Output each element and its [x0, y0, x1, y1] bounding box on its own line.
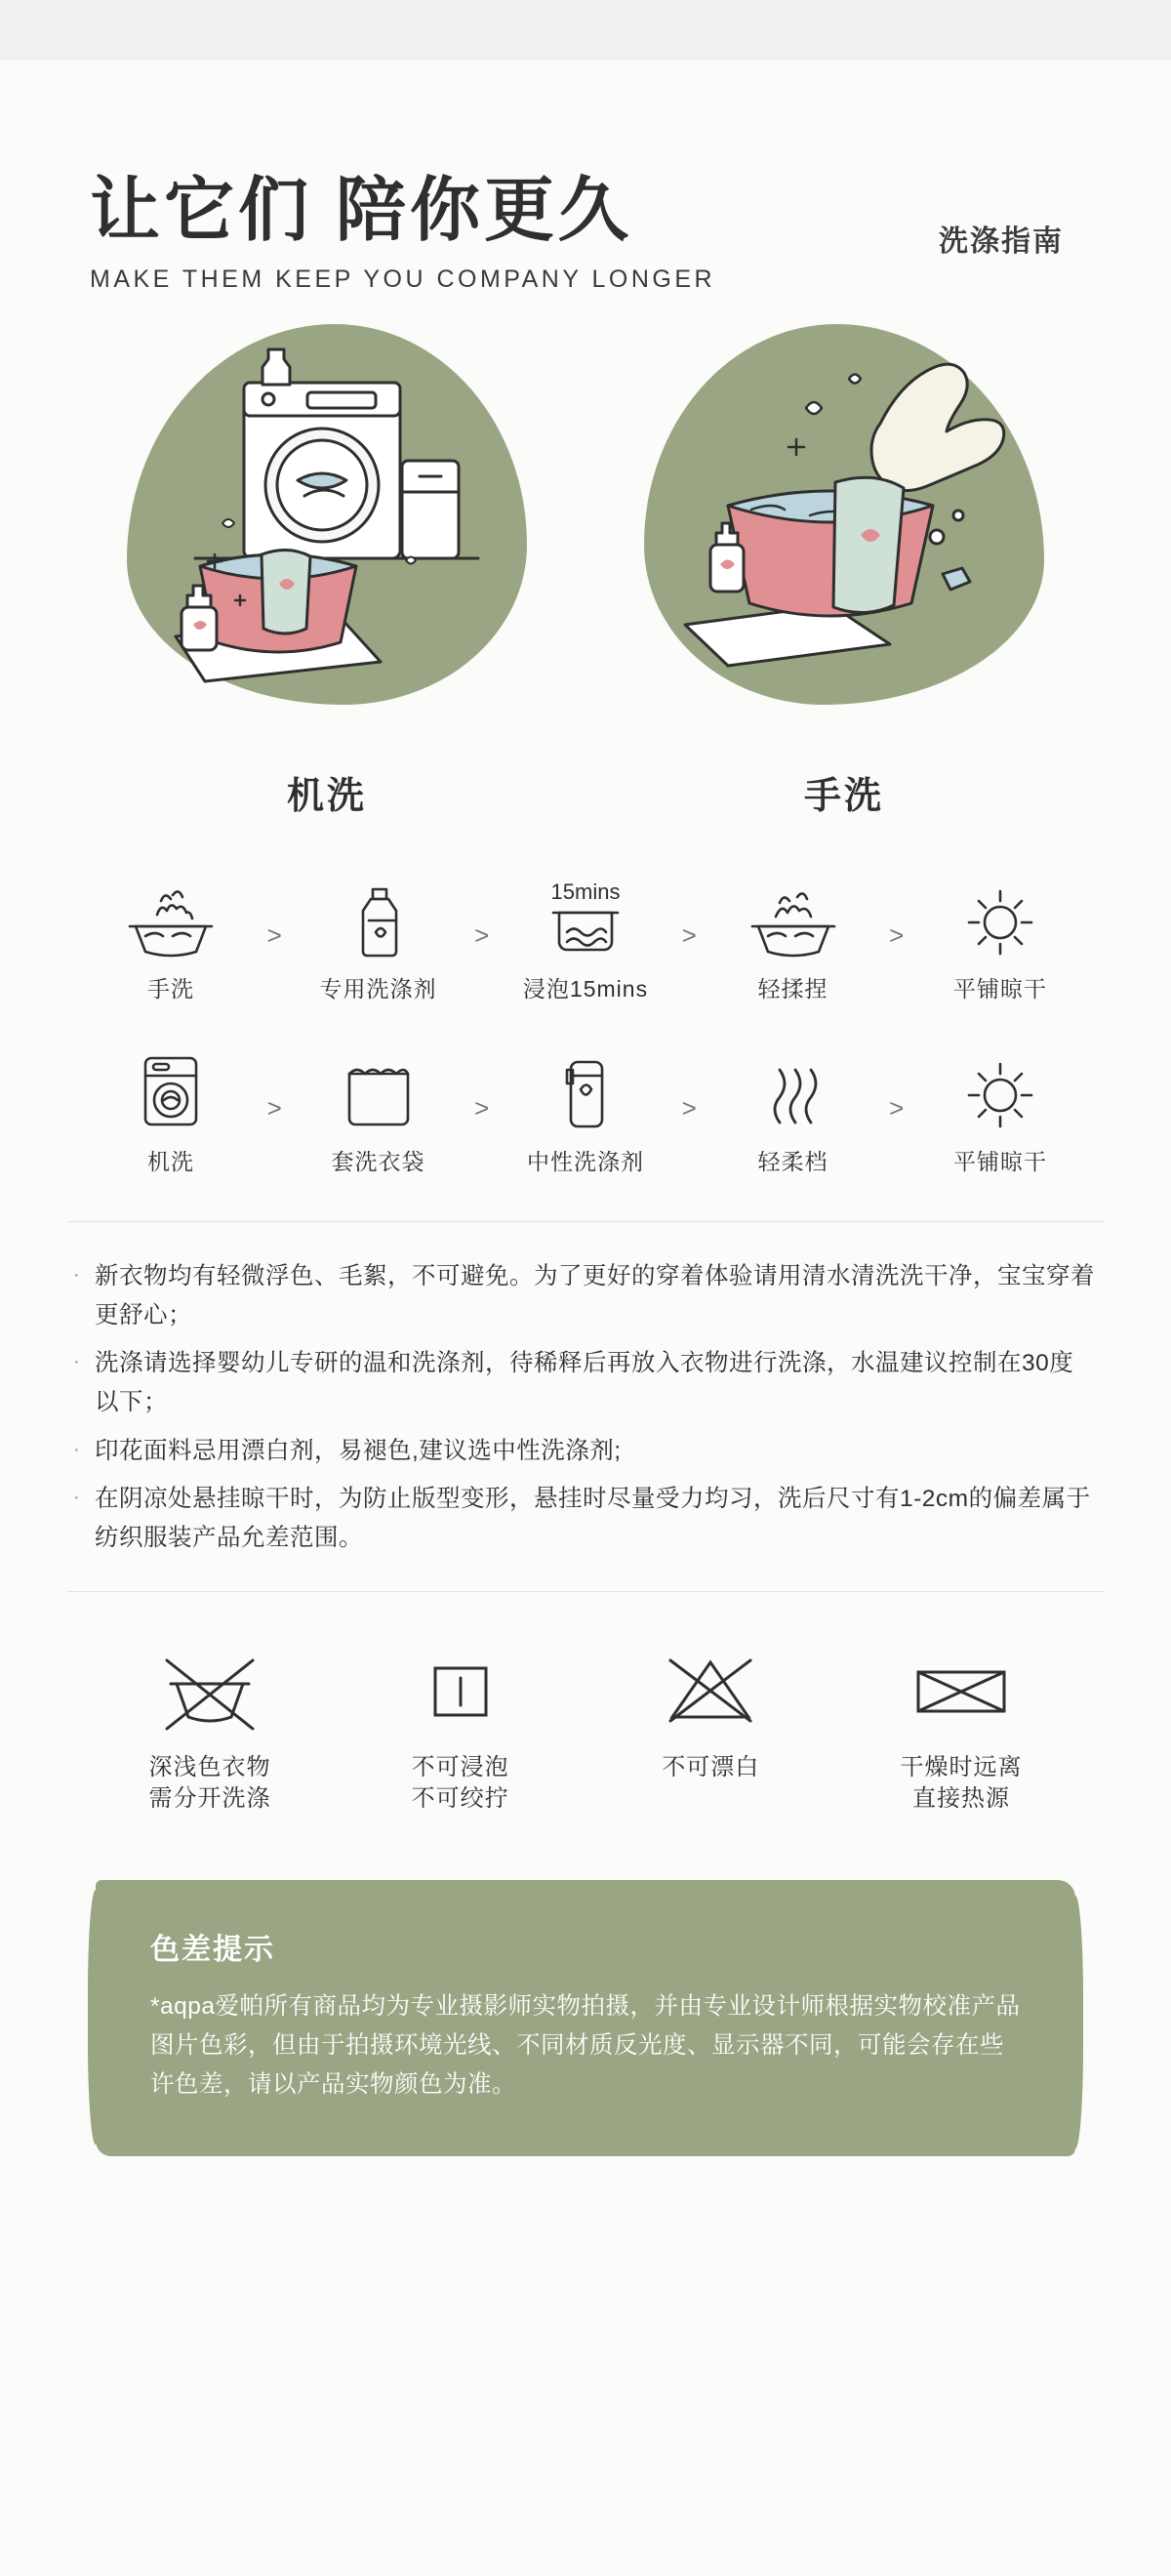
- hero-hand-wash: [615, 314, 1073, 819]
- step-arrow: >: [889, 1093, 905, 1123]
- symbol-caption-line1: 不可浸泡: [411, 1753, 509, 1780]
- note-bullet: ·: [73, 1438, 81, 1460]
- color-difference-notice: [96, 1880, 1075, 2156]
- symbol-caption: [598, 1752, 823, 1783]
- step-caption: 平铺晾干: [953, 1149, 1047, 1174]
- symbol-caption: [849, 1752, 1073, 1816]
- step-arrow: >: [681, 1093, 697, 1123]
- step-arrow: >: [474, 920, 490, 950]
- step-arrow: >: [889, 920, 905, 950]
- detergent-bottle-icon: [305, 876, 452, 960]
- note-item: [73, 1480, 1098, 1557]
- step-caption: 专用洗涤剂: [319, 976, 437, 1002]
- sun-dry-flat-icon: [927, 1048, 1073, 1132]
- care-symbols: [98, 1637, 1073, 1816]
- note-bullet: ·: [73, 1351, 81, 1373]
- hero-machine-wash: [98, 314, 556, 819]
- note-text: 在阴凉处悬挂晾干时，为防止版型变形，悬挂时尽量受力均习，洗后尺寸有1-2cm的偏差属于纺织服装产品允差范围。: [95, 1486, 1091, 1552]
- color-notice-title: 色差提示: [150, 1933, 275, 1966]
- step-soak-15mins: [512, 876, 659, 1003]
- hero-label-machine-wash: 机洗: [286, 776, 367, 817]
- color-notice-body: *aqpa爱帕所有商品均为专业摄影师实物拍摄，并由专业设计师根据实物校准产品图片色彩，但由于拍摄环境光线、不同材质反光度、显示器不同，可能会存在些许色差，请以产品实物颜色为准。: [150, 1992, 1021, 2099]
- hero-illustrations: [0, 314, 1171, 819]
- step-hand-wash: [98, 876, 244, 1003]
- step-caption: 轻柔档: [757, 1149, 828, 1174]
- step-machine-wash: [98, 1048, 244, 1176]
- symbol-caption-line1: 干燥时远离: [900, 1753, 1023, 1780]
- laundry-bag-icon: [305, 1048, 452, 1132]
- step-caption: 套洗衣袋: [331, 1149, 425, 1174]
- hero-label-hand-wash: 手洗: [803, 776, 884, 817]
- note-item: [73, 1344, 1098, 1421]
- symbol-caption-line2: 直接热源: [911, 1785, 1010, 1813]
- note-item: [73, 1257, 1098, 1334]
- no-bleach-icon: [598, 1637, 823, 1746]
- note-item: [73, 1432, 1098, 1471]
- step-gentle-knead: [720, 876, 867, 1003]
- step-arrow: >: [681, 920, 697, 950]
- page-subtitle: MAKE THEM KEEP YOU COMPANY LONGER: [90, 266, 716, 293]
- page-header: [0, 61, 1171, 293]
- symbol-no-direct-heat: [849, 1637, 1073, 1816]
- symbol-caption-line1: 不可漂白: [662, 1753, 760, 1780]
- step-row-hand-wash: [98, 876, 1073, 1003]
- symbol-caption-line2: 不可绞拧: [411, 1785, 509, 1813]
- step-neutral-detergent: [512, 1048, 659, 1176]
- no-soak-no-wring-icon: [348, 1637, 573, 1746]
- page-title: [90, 172, 633, 250]
- gentle-knead-icon: [720, 876, 867, 960]
- no-mixed-wash-icon: [98, 1637, 322, 1746]
- note-bullet: ·: [73, 1264, 81, 1286]
- symbol-no-soak-no-wring: [348, 1637, 573, 1816]
- page-title-text: 让它们 陪你更久: [90, 172, 633, 250]
- symbol-caption: [348, 1752, 573, 1816]
- soak-basin-icon: [512, 876, 659, 960]
- symbol-caption-line2: 需分开洗涤: [148, 1785, 271, 1813]
- no-direct-heat-icon: [849, 1637, 1073, 1746]
- step-caption: 中性洗涤剂: [527, 1149, 644, 1174]
- hand-wash-basin-icon: [98, 876, 244, 960]
- symbol-no-mixed-wash: [98, 1637, 322, 1816]
- sun-dry-flat-icon: [927, 876, 1073, 960]
- step-special-detergent: [305, 876, 452, 1003]
- step-caption: 平铺晾干: [953, 976, 1047, 1002]
- section-label-care-guide: 洗涤指南: [939, 225, 1064, 258]
- gentle-cycle-icon: [720, 1048, 867, 1132]
- washing-machine-icon: [98, 1048, 244, 1132]
- divider-top: [66, 1221, 1105, 1222]
- note-text: 新衣物均有轻微浮色、毛絮，不可避免。为了更好的穿着体验请用清水清洗洗干净，宝宝穿着更舒心；: [95, 1263, 1095, 1329]
- note-bullet: ·: [73, 1487, 81, 1509]
- step-arrow: >: [474, 1093, 490, 1123]
- care-notes: [73, 1257, 1098, 1558]
- step-caption: 轻揉捏: [757, 976, 828, 1002]
- neutral-detergent-icon: [512, 1048, 659, 1132]
- step-arrow: >: [266, 1093, 282, 1123]
- step-caption: 浸泡15mins: [522, 976, 649, 1002]
- note-text: 洗涤请选择婴幼儿专研的温和洗涤剂，待稀释后再放入衣物进行洗涤，水温建议控制在30度以下；: [95, 1350, 1074, 1416]
- step-laundry-bag: [305, 1048, 452, 1176]
- step-row-machine-wash: [98, 1048, 1073, 1176]
- symbol-no-bleach: [598, 1637, 823, 1816]
- care-steps: [98, 876, 1073, 1176]
- divider-bottom: [66, 1591, 1105, 1592]
- hand-washing-illustration: [615, 314, 1073, 744]
- step-flat-dry: [927, 876, 1073, 1003]
- step-arrow: >: [266, 920, 282, 950]
- step-caption: 机洗: [147, 1149, 194, 1174]
- top-strip: [0, 0, 1171, 61]
- note-text: 印花面料忌用漂白剂，易褪色,建议选中性洗涤剂;: [95, 1437, 622, 1464]
- symbol-caption: [98, 1752, 322, 1816]
- symbol-caption-line1: 深浅色衣物: [148, 1753, 271, 1780]
- step-gentle-cycle: [720, 1048, 867, 1176]
- washing-machine-illustration: [98, 314, 556, 744]
- step-caption: 手洗: [147, 976, 194, 1002]
- svg-text:15mins: 15mins: [550, 879, 621, 904]
- step-flat-dry-2: [927, 1048, 1073, 1176]
